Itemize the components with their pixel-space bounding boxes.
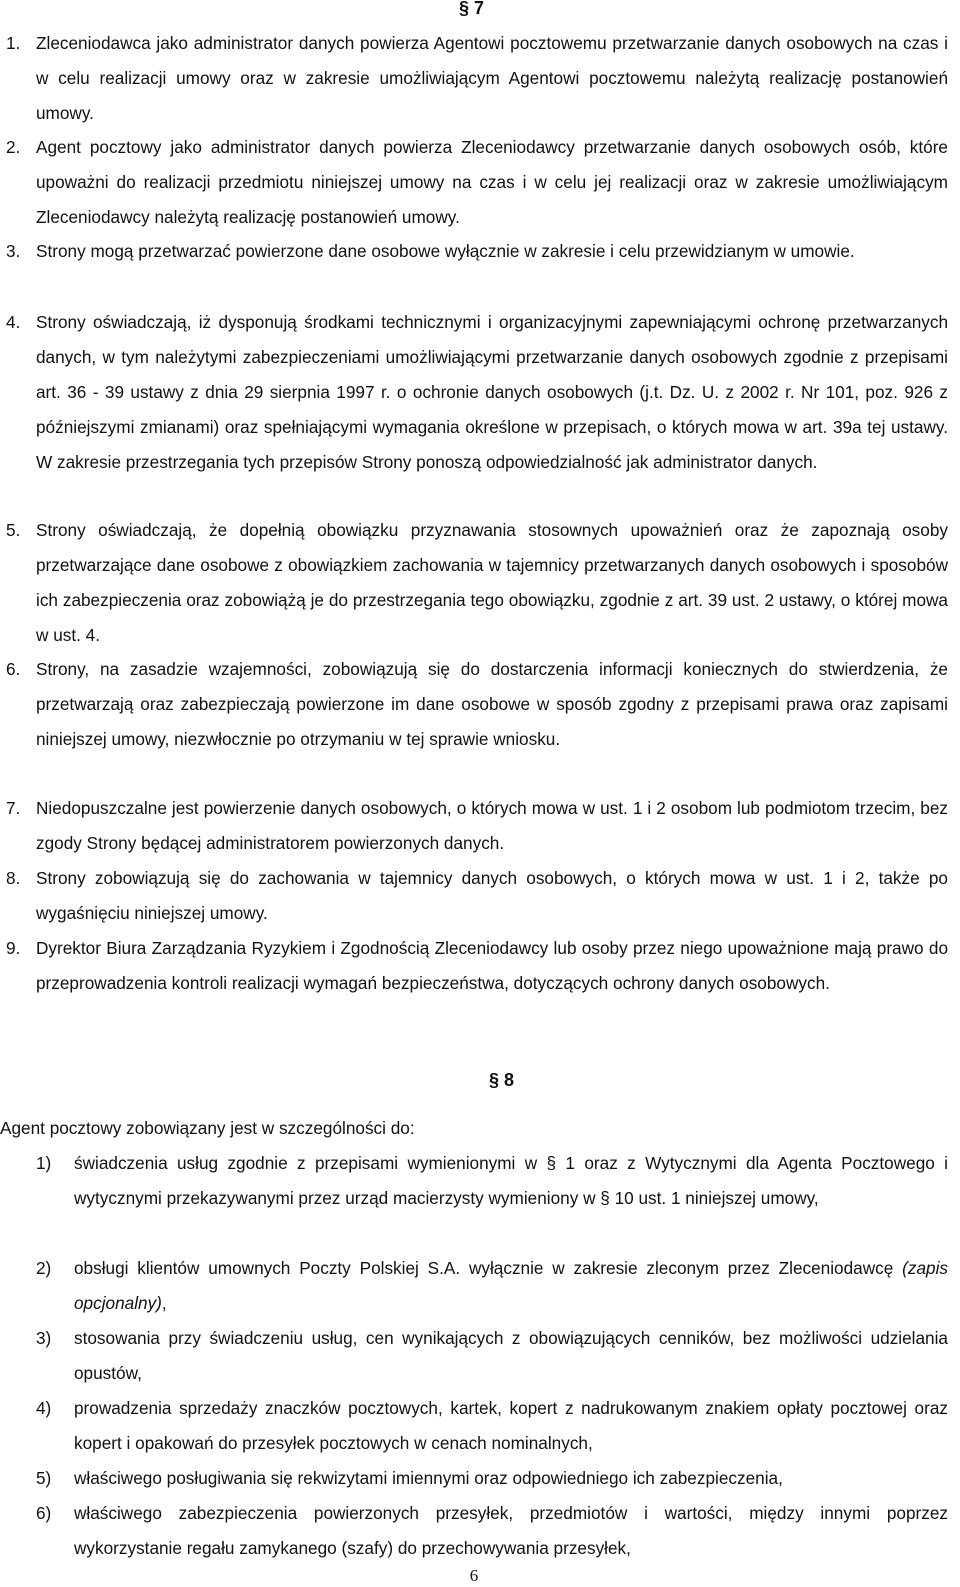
section-7-item-9 <box>0 931 948 1001</box>
optional-note: (zapis opcjonalny) <box>74 1258 948 1313</box>
item-text: Agent pocztowy jako administrator danych powierza Zleceniodawcy przetwarzanie danych osobowych osób, które upoważni do realizacji przedmiotu niniejszej umowy na czas i w celu jej realizacji oraz w zakresie umożliwiającym Zleceniodawcy należytą realizację postanowień umowy. <box>36 137 948 227</box>
item-text-end: , <box>161 1293 167 1313</box>
section-8-item-6 <box>0 1496 948 1566</box>
item-number: 3. <box>6 241 21 261</box>
item-number: 1. <box>6 33 21 53</box>
section-7-item-2 <box>0 130 948 235</box>
section-8-item-5 <box>0 1461 948 1496</box>
item-text: Strony, na zasadzie wzajemności, zobowiązują się do dostarczenia informacji koniecznych do stwierdzenia, że przetwarzają oraz zabezpieczają powierzone im dane osobowe w sposób zgodny z przepisami prawa oraz zapisami niniejszej umowy, niezwłocznie po otrzymaniu w tej sprawie wniosku. <box>36 659 948 749</box>
item-number: 5. <box>6 520 21 540</box>
item-number: 6) <box>36 1503 52 1523</box>
section-7-item-5 <box>0 513 948 653</box>
section-7-item-4 <box>0 305 948 480</box>
item-text: prowadzenia sprzedaży znaczków pocztowych, kartek, kopert z nadrukowanym znakiem opłaty pocztowej oraz kopert i opakowań do przesyłek pocztowych w cenach nominalnych, <box>74 1398 948 1453</box>
item-number: 8. <box>6 868 21 888</box>
section-8-item-4 <box>0 1391 948 1461</box>
section-7-item-6 <box>0 652 948 757</box>
item-number: 9. <box>6 938 21 958</box>
section-7-item-1 <box>0 26 948 131</box>
item-number: 3) <box>36 1328 52 1348</box>
item-text-main: obsługi klientów umownych Poczty Polskiej S.A. wyłącznie w zakresie zleconym przez Zleceniodawcę <box>74 1258 903 1278</box>
item-text: Zleceniodawca jako administrator danych powierza Agentowi pocztowemu przetwarzanie danych osobowych na czas i w celu realizacji umowy oraz w zakresie umożliwiającym Agentowi pocztowemu należytą realizację postanowień umowy. <box>36 33 948 123</box>
section-7-heading: § 7 <box>459 0 485 18</box>
item-text: Strony mogą przetwarzać powierzone dane osobowe wyłącznie w zakresie i celu przewidzianym w umowie. <box>36 241 855 261</box>
item-text: Niedopuszczalne jest powierzenie danych osobowych, o których mowa w ust. 1 i 2 osobom lub podmiotom trzecim, bez zgody Strony będącej administratorem powierzonych danych. <box>36 798 948 853</box>
item-text: Dyrektor Biura Zarządzania Ryzykiem i Zgodnością Zleceniodawcy lub osoby przez niego upoważnione mają prawo do przeprowadzenia kontroli realizacji wymagań bezpieczeństwa, dotyczących ochrony danych osobowych. <box>36 938 948 993</box>
section-8-heading: § 8 <box>489 1070 515 1090</box>
item-number: 7. <box>6 798 21 818</box>
item-number: 4) <box>36 1398 52 1418</box>
item-text: Strony oświadczają, iż dysponują środkami technicznymi i organizacyjnymi zapewniającymi ochronę przetwarzanych danych, w tym należytymi zabezpieczeniami umożliwiającymi przetwarzanie danych osobowych zgodnie z przepisami art. 36 - 39 ustawy z dnia 29 sierpnia 1997 r. o ochronie danych osobowych (j.t. Dz. U. z 2002 r. Nr 101, poz. 926 z późniejszymi zmianami) oraz spełniającymi wymagania określone w przepisach, o których mowa w art. 39a tej ustawy. W zakresie przestrzegania tych przepisów Strony ponoszą odpowiedzialność jak administrator danych. <box>36 312 948 472</box>
section-8-item-2 <box>0 1251 948 1321</box>
item-number: 5) <box>36 1468 52 1488</box>
section-7-item-8 <box>0 861 948 931</box>
section-7-item-3 <box>0 234 948 269</box>
item-text: stosowania przy świadczeniu usług, cen wynikających z obowiązujących cenników, bez możliwości udzielania opustów, <box>74 1328 948 1383</box>
section-8-item-1 <box>0 1146 948 1216</box>
item-number: 1) <box>36 1153 52 1173</box>
page-number: 6 <box>469 1566 479 1585</box>
item-number: 4. <box>6 312 21 332</box>
section-8-item-3 <box>0 1321 948 1391</box>
section-7-item-7 <box>0 791 948 861</box>
item-text <box>74 1251 948 1321</box>
item-text: właściwego posługiwania się rekwizytami imiennymi oraz odpowiedniego ich zabezpieczenia, <box>74 1468 783 1488</box>
item-number: 2. <box>6 137 21 157</box>
item-text: Strony zobowiązują się do zachowania w tajemnicy danych osobowych, o których mowa w ust. 1 i 2, także po wygaśnięciu niniejszej umowy. <box>36 868 948 923</box>
item-text: Strony oświadczają, że dopełnią obowiązku przyznawania stosownych upoważnień oraz że zapoznają osoby przetwarzające dane osobowe z obowiązkiem zachowania w tajemnicy przetwarzanych danych osobowych i sposobów ich zabezpieczenia oraz zobowiążą je do przestrzegania tego obowiązku, zgodnie z art. 39 ust. 2 ustawy, o której mowa w ust. 4. <box>36 520 948 645</box>
item-number: 2) <box>36 1258 52 1278</box>
item-text: świadczenia usług zgodnie z przepisami wymienionymi w § 1 oraz z Wytycznymi dla Agenta Pocztowego i wytycznymi przekazywanymi przez urząd macierzysty wymieniony w § 10 ust. 1 niniejszej umowy, <box>74 1153 948 1208</box>
item-text: właściwego zabezpieczenia powierzonych przesyłek, przedmiotów i wartości, między innymi poprzez wykorzystanie regału zamykanego (szafy) do przechowywania przesyłek, <box>74 1503 948 1558</box>
section-8-intro: Agent pocztowy zobowiązany jest w szczególności do: <box>0 1118 415 1138</box>
item-number: 6. <box>6 659 21 679</box>
